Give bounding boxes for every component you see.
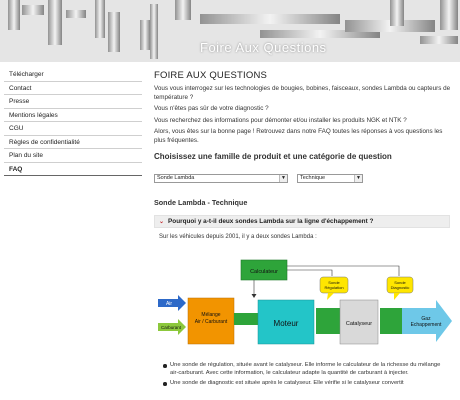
section-title: Sonde Lambda - Technique <box>154 197 248 207</box>
list-item <box>160 362 450 377</box>
sidebar-item-telecharger[interactable]: Télécharger <box>4 68 142 82</box>
banner-title: Foire Aux Questions <box>200 40 327 55</box>
connector <box>234 313 258 325</box>
catalyseur-label: Catalyseur <box>345 321 373 327</box>
product-family-select[interactable] <box>154 174 288 183</box>
carburant-label: Carburant <box>160 325 182 330</box>
sonde-diagnostic-sensor <box>380 308 402 334</box>
faq-question[interactable] <box>154 215 450 228</box>
sidebar-item-plan-du-site[interactable]: Plan du site <box>4 149 142 163</box>
feedback-line <box>287 266 399 276</box>
diagram-svg <box>154 258 454 348</box>
arrow-head <box>252 294 257 298</box>
sidebar-item-contact[interactable]: Contact <box>4 82 142 96</box>
answer-list <box>160 362 450 391</box>
question-category-value: Technique <box>300 174 326 181</box>
main-content <box>154 66 454 240</box>
list-item-text: Une sonde de diagnostic est située après le catalyseur. Elle vérifie si le catalyseur convertit <box>170 380 404 387</box>
bullet-icon <box>163 382 167 386</box>
sonde-diagnostic-text: Diagnostic <box>390 285 410 290</box>
page-title: FOIRE AUX QUESTIONS <box>154 70 268 81</box>
intro-paragraph: Vous recherchez des informations pour démonter et/ou installer les produits NGK et NTK ? <box>154 116 407 124</box>
chevron-down-icon[interactable]: ▼ <box>279 175 287 182</box>
choose-heading: Choisissez une famille de produit et une catégorie de question <box>154 151 392 161</box>
answer-intro: Sur les véhicules depuis 2001, il y a deux sondes Lambda : <box>159 233 317 240</box>
melange-label: Mélange <box>201 312 221 318</box>
sonde-regulation-text: Sonde <box>328 280 340 285</box>
sidebar-item-faq[interactable]: FAQ <box>4 163 142 177</box>
header-banner <box>0 0 460 62</box>
gaz-label: Echappement <box>410 322 442 328</box>
filter-selects <box>154 174 454 188</box>
calculateur-label: Calculateur <box>250 269 278 275</box>
sonde-regulation-sensor <box>316 308 340 334</box>
callout-pointer <box>327 293 334 300</box>
list-item-text: Une sonde de régulation, située avant le catalyseur. Elle informe le calculateur de la richesse du mélange air-carburant. Avec cette information, le calculateur adapte la quantité de carburant à injecter. <box>170 362 441 376</box>
faq-question-text: Pourquoi y a-t-il deux sondes Lambda sur la ligne d'échappement ? <box>168 217 374 225</box>
intro-paragraph: Vous vous interrogez sur les technologies de bougies, bobines, faisceaux, sondes Lambda ou capteurs de température ? <box>154 85 451 101</box>
lambda-sensor-diagram <box>154 258 454 348</box>
sidebar-item-cgu[interactable]: CGU <box>4 122 142 136</box>
question-category-select[interactable] <box>297 174 363 183</box>
sidebar-item-regles-confidentialite[interactable]: Règles de confidentialité <box>4 136 142 150</box>
bullet-icon <box>163 364 167 368</box>
intro-paragraph: Vous n'êtes pas sûr de votre diagnostic ? <box>154 105 269 113</box>
gaz-label: Gaz <box>421 316 431 322</box>
intro-paragraph: Alors, vous êtes sur la bonne page ! Retrouvez dans notre FAQ toutes les réponses à vos questions les plus fréquentes. <box>154 128 443 144</box>
sonde-regulation-text: Régulation <box>324 285 344 290</box>
list-item <box>160 380 450 388</box>
intro-text <box>154 85 454 146</box>
moteur-label: Moteur <box>273 319 299 328</box>
melange-label: Air / Carburant <box>194 319 228 325</box>
callout-pointer <box>394 293 400 300</box>
chevron-down-icon[interactable]: ▼ <box>354 175 362 182</box>
chevron-down-icon[interactable]: ⌄ <box>159 218 165 225</box>
product-family-value: Sonde Lambda <box>157 174 195 181</box>
feedback-line <box>287 270 332 276</box>
sonde-diagnostic-text: Sonde <box>394 280 406 285</box>
sidebar-item-mentions-legales[interactable]: Mentions légales <box>4 109 142 123</box>
sidebar-item-presse[interactable]: Presse <box>4 95 142 109</box>
air-label: Air <box>165 301 173 307</box>
sidebar-nav <box>4 68 142 176</box>
